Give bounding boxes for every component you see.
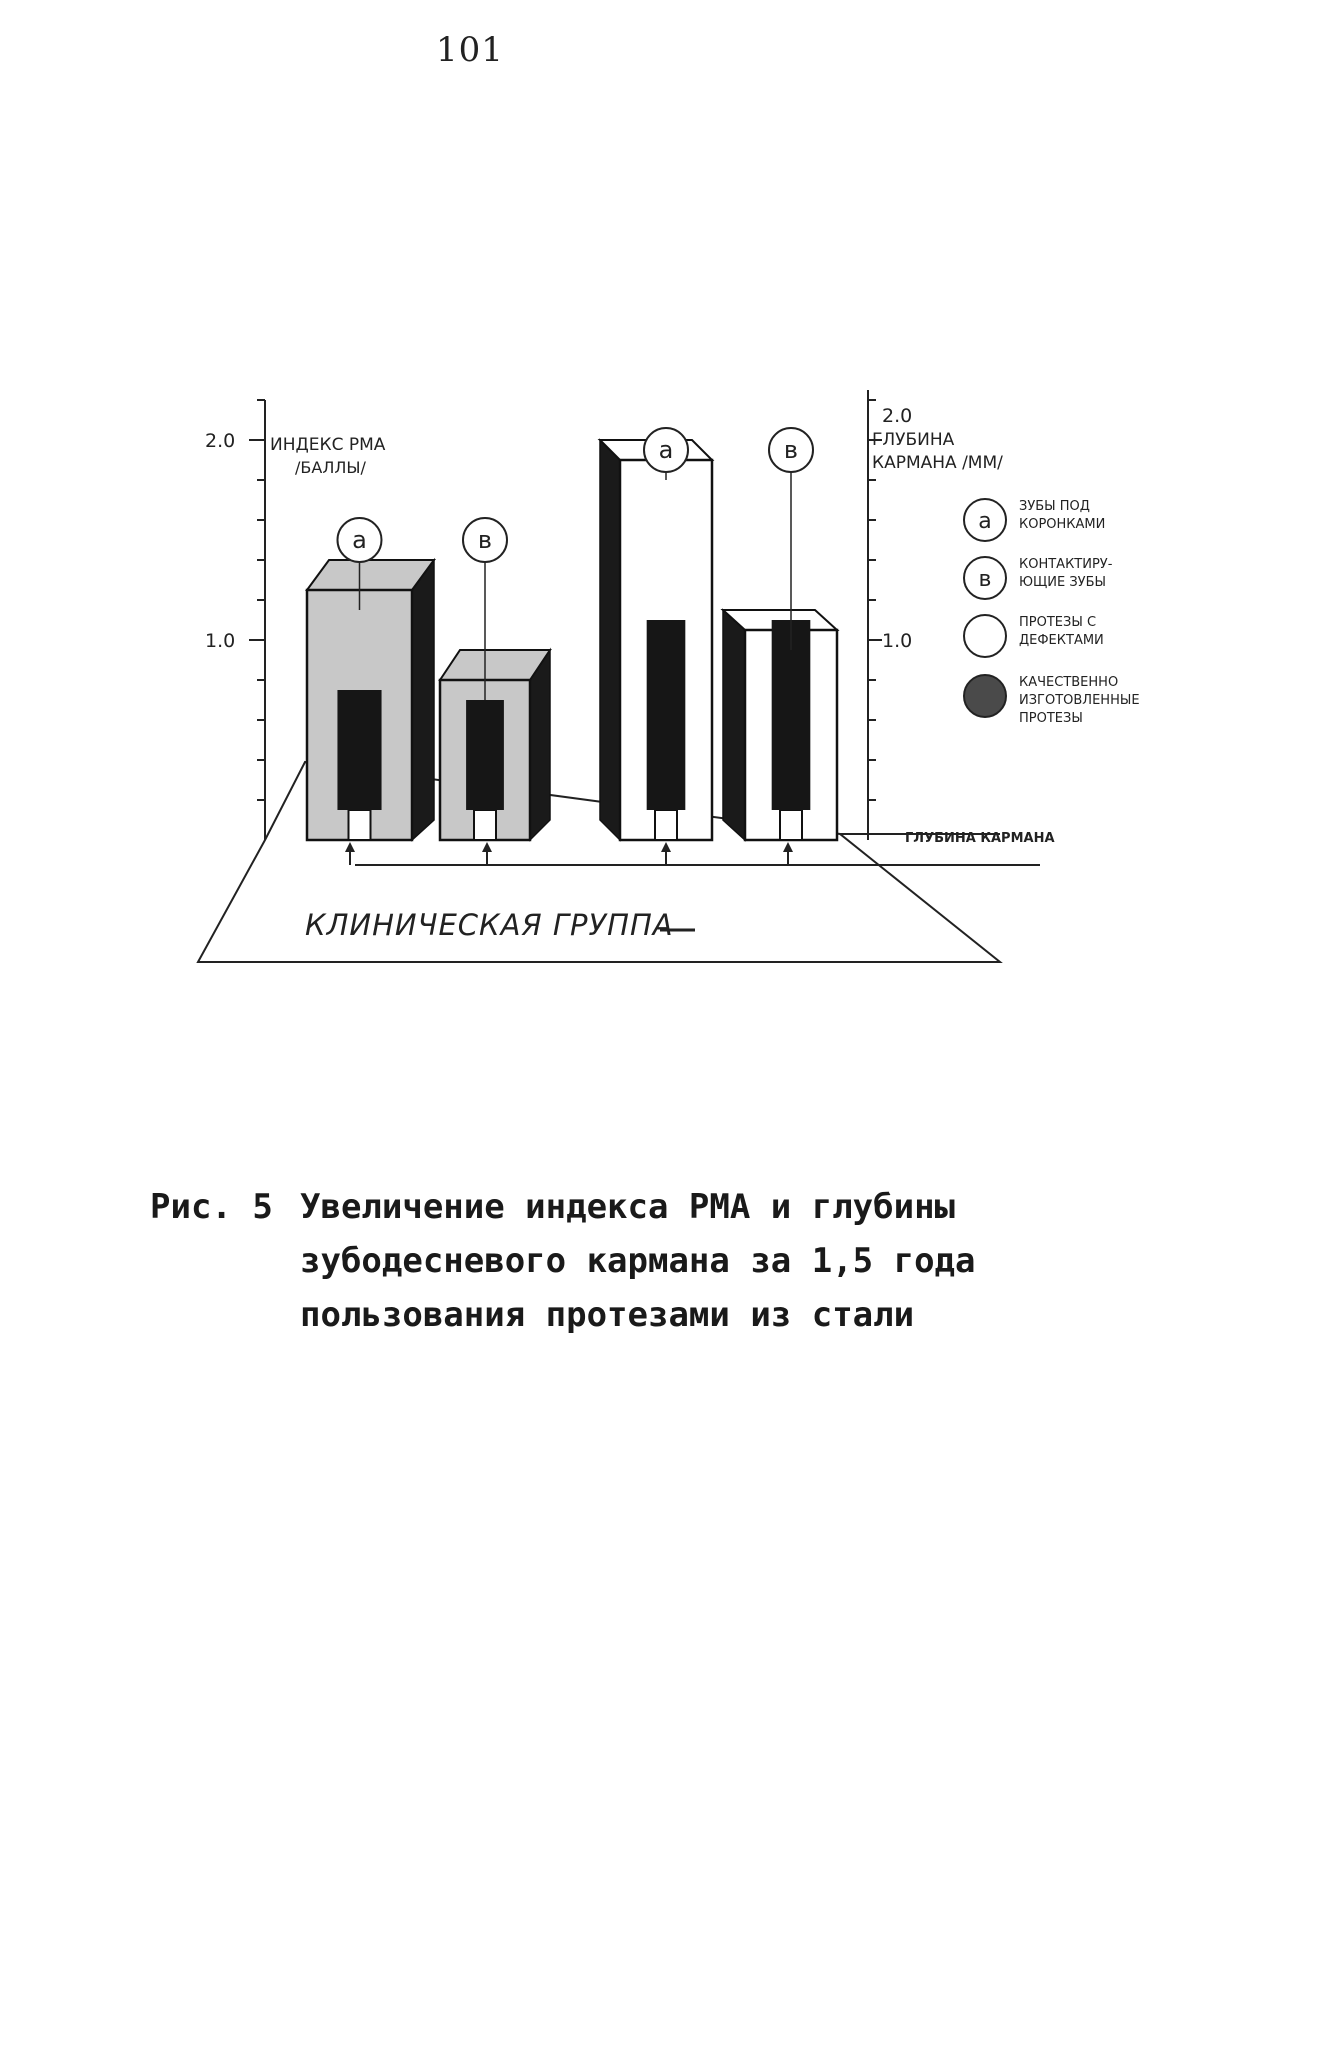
group-arrowhead: [345, 842, 355, 852]
legend-marker: [964, 615, 1006, 657]
bar-notch: [349, 810, 371, 840]
legend-label: ДЕФЕКТАМИ: [1019, 633, 1104, 648]
figure-label: Рис. 5: [150, 1187, 273, 1227]
bar-notch: [780, 810, 802, 840]
bar-side-face: [723, 610, 745, 840]
legend-label: ЗУБЫ ПОД: [1019, 499, 1090, 514]
bar-notch: [474, 810, 496, 840]
bar-side-face: [530, 650, 550, 840]
right-axis-label-line2: КАРМАНА /ММ/: [872, 453, 1003, 473]
right-axis-tick-label: 2.0: [882, 405, 913, 427]
bar-side-face: [412, 560, 434, 840]
x-axis-label: КЛИНИЧЕСКАЯ ГРУППА: [305, 908, 674, 942]
group-marker-letter: в: [783, 436, 799, 464]
pocket-depth-bar: [337, 690, 381, 810]
caption-text: Увеличение индекса РМА и глубины зубодесневого кармана за 1,5 года пользования протезами из стали: [300, 1187, 976, 1335]
right-axis-label-line1: ГЛУБИНА: [872, 430, 955, 450]
legend-label: КАЧЕСТВЕННО: [1019, 675, 1119, 690]
left-axis-tick-label: 2.0: [205, 430, 236, 452]
legend-marker-letter: в: [978, 567, 992, 592]
page-number: 101: [436, 30, 504, 70]
left-axis-label-line2: /БАЛЛЫ/: [295, 458, 366, 477]
legend-label: ПРОТЕЗЫ С: [1019, 615, 1097, 630]
legend-label: ИЗГОТОВЛЕННЫЕ: [1019, 693, 1140, 708]
bar-top-face: [307, 560, 434, 590]
bar-notch: [655, 810, 677, 840]
legend-label: ЮЩИЕ ЗУБЫ: [1019, 575, 1106, 590]
legend-label: КОНТАКТИРУ-: [1019, 557, 1113, 572]
legend-label: КОРОНКАМИ: [1019, 517, 1106, 532]
left-axis-tick-label: 1.0: [205, 630, 236, 652]
legend-marker-letter: а: [978, 509, 992, 534]
bar-chart: [0, 380, 1324, 1100]
figure-caption: [150, 1180, 1190, 1342]
group-arrowhead: [661, 842, 671, 852]
legend-label: ПРОТЕЗЫ: [1019, 711, 1083, 726]
pocket-depth-bar: [466, 700, 504, 810]
group-marker-letter: в: [477, 526, 493, 554]
legend-marker: [964, 675, 1006, 717]
inner-bars-label: ГЛУБИНА КАРМАНА: [905, 831, 1055, 846]
left-axis-label-line1: ИНДЕКС РМА: [270, 435, 386, 455]
group-arrowhead: [482, 842, 492, 852]
bar-top-face: [440, 650, 550, 680]
group-arrowhead: [783, 842, 793, 852]
group-marker-letter: а: [658, 436, 674, 464]
right-axis-tick-label: 1.0: [882, 630, 913, 652]
group-marker-letter: а: [352, 526, 367, 554]
bar-side-face: [600, 440, 620, 840]
pocket-depth-bar: [647, 620, 686, 810]
